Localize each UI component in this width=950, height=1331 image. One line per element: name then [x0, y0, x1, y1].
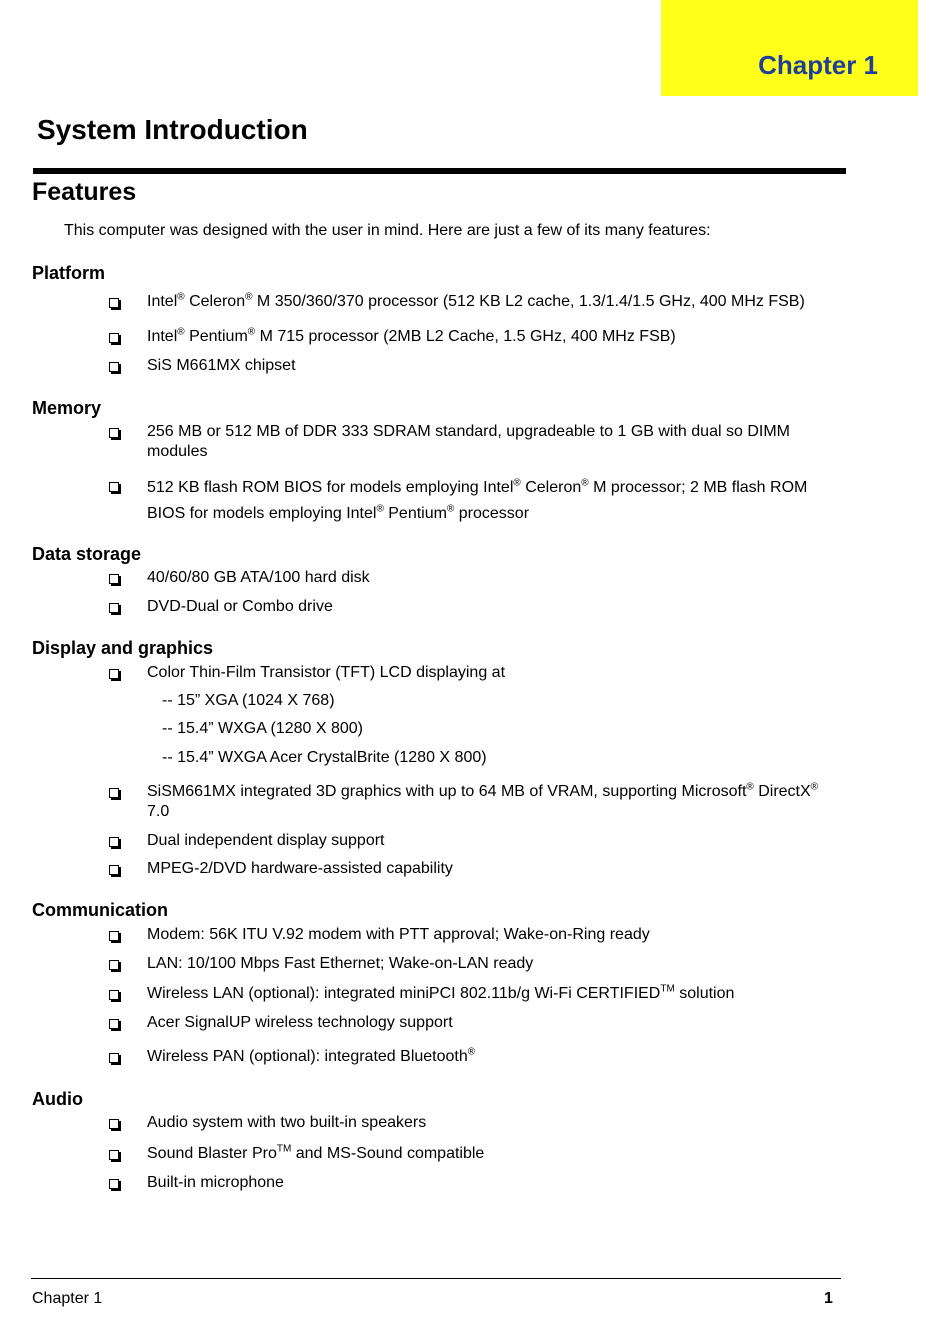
footer-chapter: Chapter 1: [32, 1290, 103, 1307]
intro-paragraph: This computer was designed with the user in mind. Here are just a few of its many features:: [64, 222, 711, 239]
title-rule: [33, 168, 846, 174]
bullet-icon: [109, 1053, 119, 1063]
bullet-icon: [109, 333, 119, 343]
heading-memory: Memory: [32, 398, 102, 418]
bullet-icon: [109, 1019, 119, 1029]
chapter-label: Chapter 1: [758, 50, 878, 80]
list-item-comm-3: Wireless LAN (optional): integrated miniPCI 802.11b/g Wi-Fi CERTIFIED™ solution: [147, 983, 735, 1002]
bullet-icon: [109, 931, 119, 941]
page-title: System Introduction: [37, 114, 308, 145]
bullet-icon: [109, 1119, 119, 1129]
sub-item-display-1: -- 15” XGA (1024 X 768): [162, 692, 335, 709]
bullet-icon: [109, 837, 119, 847]
bullet-icon: [109, 362, 119, 372]
list-item-display-4: MPEG-2/DVD hardware-assisted capability: [147, 860, 453, 877]
sub-item-display-2: -- 15.4” WXGA (1280 X 800): [162, 720, 363, 737]
heading-data-storage: Data storage: [32, 544, 142, 564]
bullet-icon: [109, 574, 119, 584]
list-item-comm-4: Acer SignalUP wireless technology support: [147, 1014, 453, 1031]
list-item-storage-2: DVD-Dual or Combo drive: [147, 598, 333, 615]
list-item-display-2: SiSM661MX integrated 3D graphics with up to 64 MB of VRAM, supporting Microsoft® DirectX® 7.0: [147, 781, 819, 820]
list-item-memory-1: 256 MB or 512 MB of DDR 333 SDRAM standard, upgradeable to 1 GB with dual so DIMM modules: [147, 423, 790, 460]
footer-rule: [31, 1278, 841, 1279]
bullet-icon: [109, 788, 119, 798]
heading-audio: Audio: [32, 1089, 83, 1109]
bullet-icon: [109, 298, 119, 308]
bullet-icon: [109, 428, 119, 438]
sub-item-display-3: -- 15.4” WXGA Acer CrystalBrite (1280 X 800): [162, 749, 487, 766]
bullet-icon: [109, 482, 119, 492]
list-item-platform-3: SiS M661MX chipset: [147, 357, 296, 374]
page-number: 1: [824, 1290, 833, 1307]
list-item-display-3: Dual independent display support: [147, 832, 385, 849]
list-item-comm-5: Wireless PAN (optional): integrated Bluetooth®: [147, 1046, 476, 1065]
section-title: Features: [32, 178, 137, 206]
list-item-comm-2: LAN: 10/100 Mbps Fast Ethernet; Wake-on-LAN ready: [147, 955, 534, 972]
list-item-audio-2: Sound Blaster Pro™ and MS-Sound compatible: [147, 1143, 485, 1162]
bullet-icon: [109, 990, 119, 1000]
heading-platform: Platform: [32, 263, 106, 283]
list-item-platform-1: Intel® Celeron® M 350/360/370 processor (512 KB L2 cache, 1.3/1.4/1.5 GHz, 400 MHz FSB): [147, 291, 805, 310]
list-item-storage-1: 40/60/80 GB ATA/100 hard disk: [147, 569, 370, 586]
heading-display: Display and graphics: [32, 638, 214, 658]
bullet-icon: [109, 1150, 119, 1160]
list-item-platform-2: Intel® Pentium® M 715 processor (2MB L2 Cache, 1.5 GHz, 400 MHz FSB): [147, 326, 676, 345]
list-item-memory-2: 512 KB flash ROM BIOS for models employing Intel® Celeron® M processor; 2 MB flash ROM BIOS for models employing Intel® Pentium® processor: [147, 477, 808, 522]
list-item-audio-1: Audio system with two built-in speakers: [147, 1114, 427, 1131]
bullet-icon: [109, 960, 119, 970]
bullet-icon: [109, 669, 119, 679]
bullet-icon: [109, 1179, 119, 1189]
bullet-icon: [109, 603, 119, 613]
list-item-display-1: Color Thin-Film Transistor (TFT) LCD displaying at: [147, 664, 506, 681]
list-item-comm-1: Modem: 56K ITU V.92 modem with PTT approval; Wake-on-Ring ready: [147, 926, 650, 943]
chapter-banner: [661, 0, 918, 96]
list-item-audio-3: Built-in microphone: [147, 1174, 284, 1191]
bullet-icon: [109, 865, 119, 875]
heading-communication: Communication: [32, 900, 169, 920]
